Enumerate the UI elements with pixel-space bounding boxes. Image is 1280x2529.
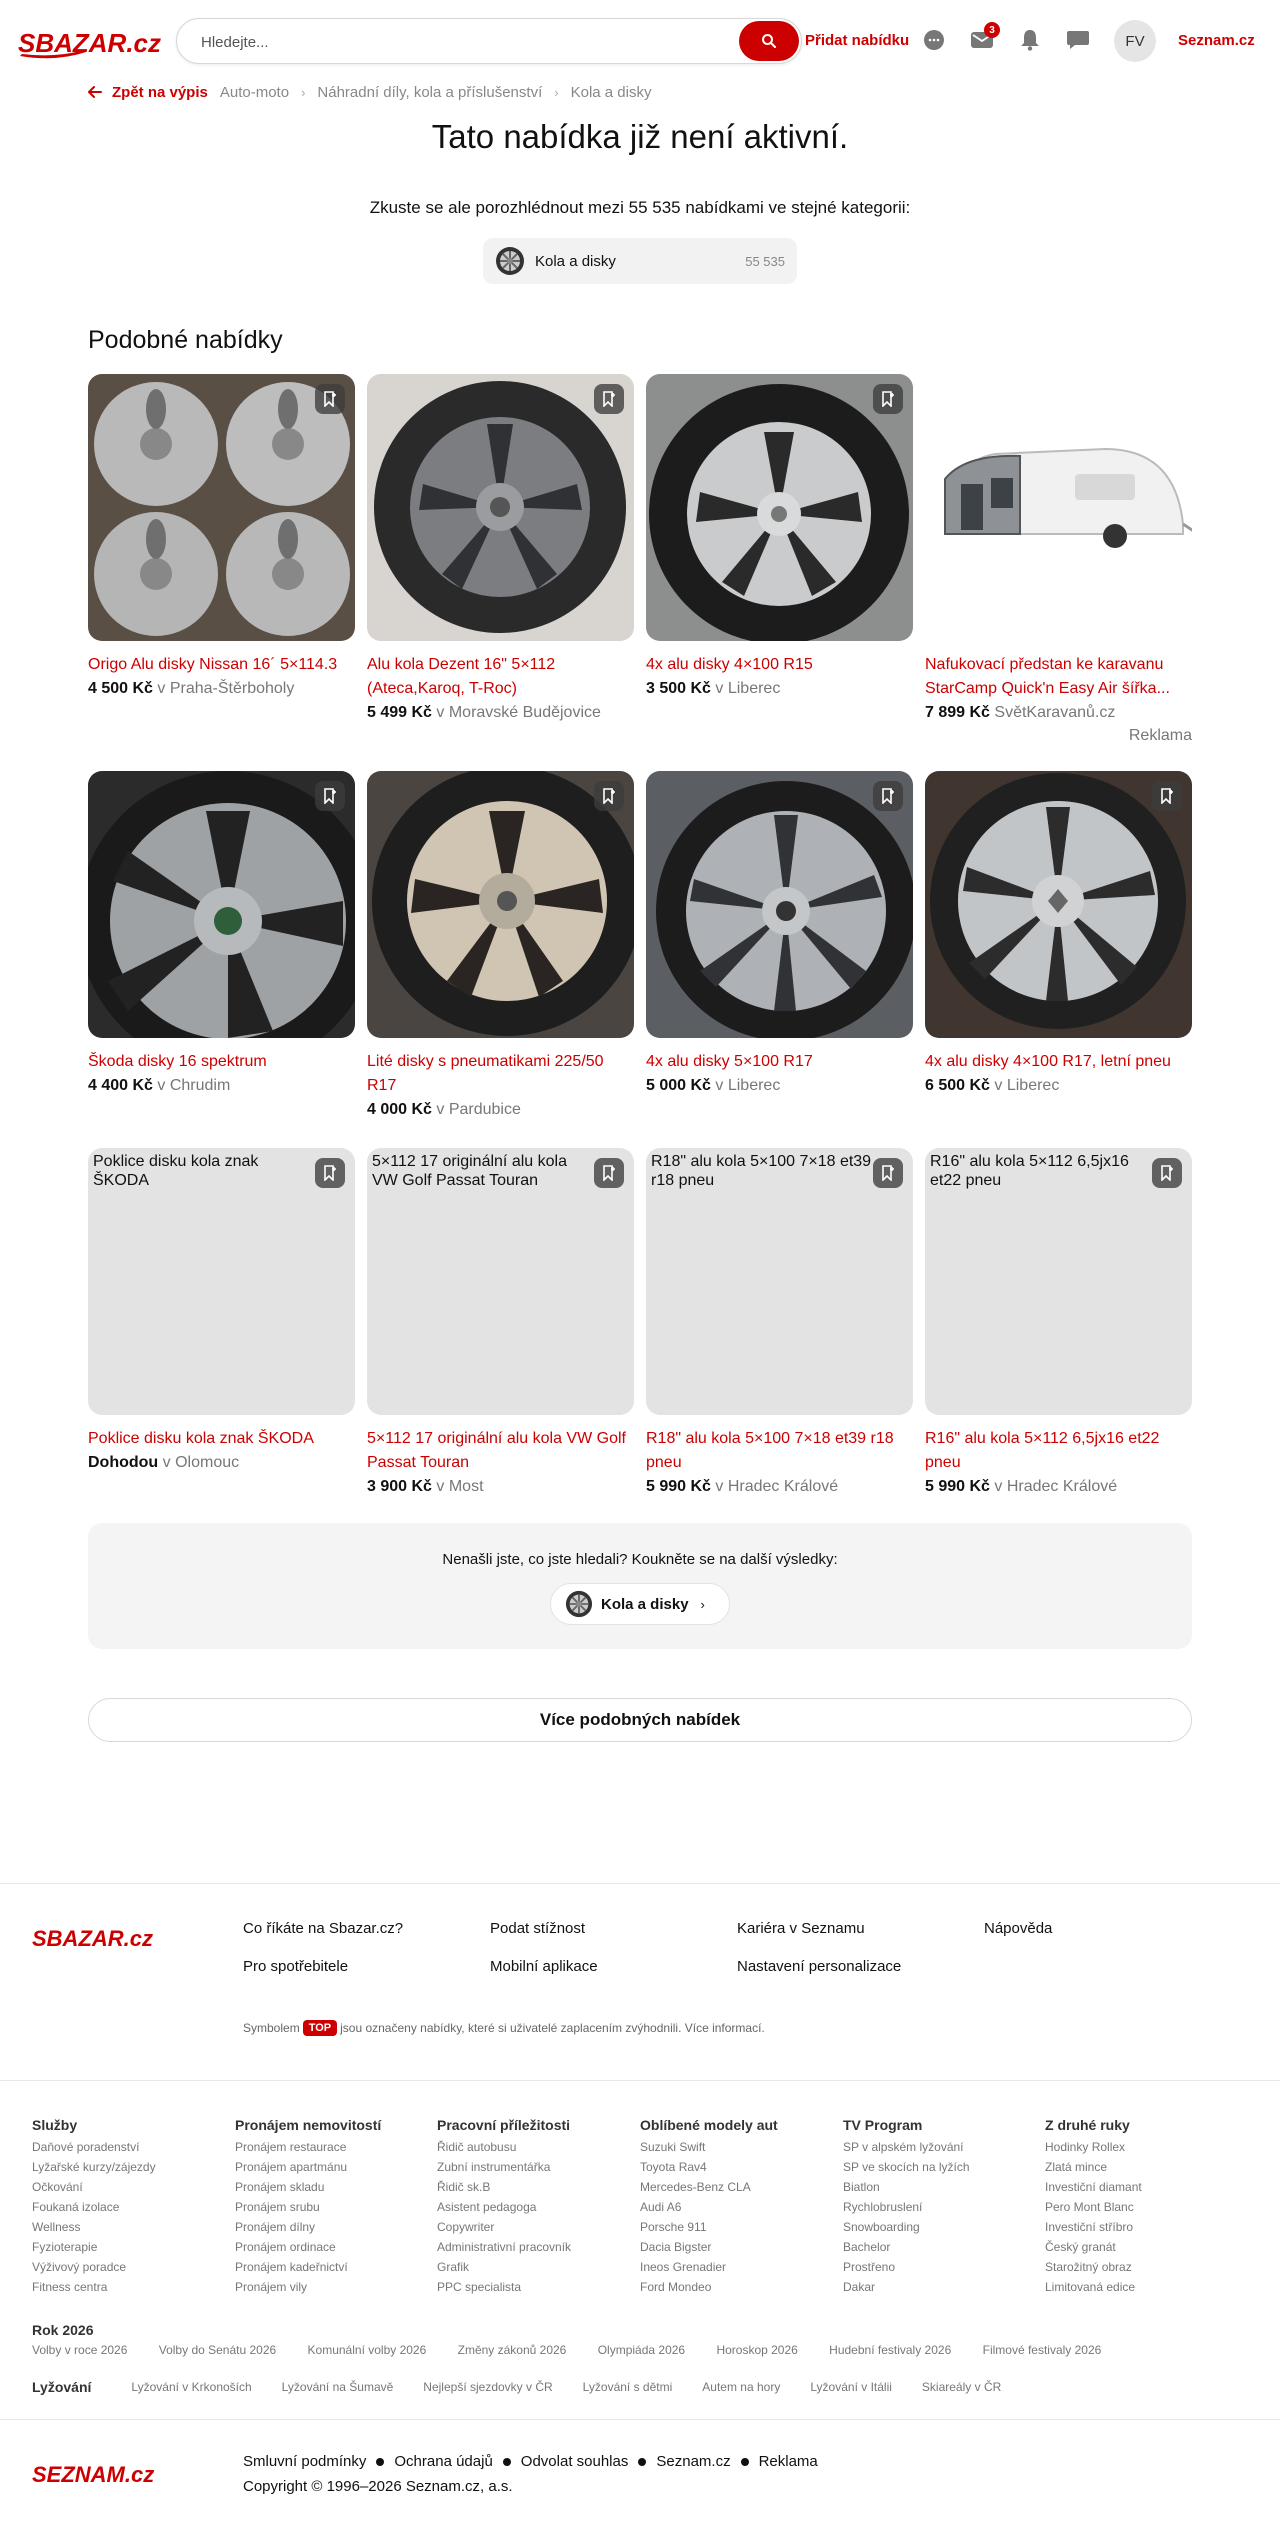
column-link[interactable]: Pronájem vily (235, 2280, 308, 2294)
footer-link-mobile-app[interactable]: Mobilní aplikace (490, 1958, 598, 1975)
privacy-link[interactable]: Ochrana údajů (394, 2453, 493, 2470)
column-link[interactable]: SP ve skocích na lyžích (843, 2160, 970, 2174)
seznam-logo-text: SEZNAM.cz (32, 2462, 155, 2487)
search-input[interactable] (201, 31, 701, 53)
chevron-right-icon: › (301, 84, 306, 100)
column-link[interactable]: Zubní instrumentářka (437, 2160, 551, 2174)
column-link[interactable]: Porsche 911 (640, 2220, 707, 2234)
offer-price: 5 499 Kč (367, 704, 432, 721)
offer-price: 4 400 Kč (88, 1077, 153, 1094)
year-link[interactable]: Komunální volby 2026 (307, 2343, 427, 2357)
column-link[interactable]: Investiční diamant (1045, 2180, 1142, 2194)
offer-price: 3 500 Kč (646, 680, 711, 697)
footer-link-feedback[interactable]: Co říkáte na Sbazar.cz? (243, 1920, 404, 1937)
user-avatar[interactable]: FV (1114, 20, 1156, 62)
ski-link[interactable]: Nejlepší sjezdovky v ČR (423, 2380, 553, 2394)
offer-image[interactable] (646, 374, 913, 641)
top-header (0, 0, 1280, 82)
offer-location: v Hradec Králové (994, 1478, 1118, 1495)
category-chip[interactable] (483, 238, 797, 284)
ski-link[interactable]: Lyžování v Itálii (810, 2380, 892, 2394)
top-badge: TOP (303, 2020, 337, 2036)
footer-column (843, 2117, 1043, 2297)
more-similar-button[interactable]: Více podobných nabídek (88, 1698, 1192, 1742)
offer-location: v Chrudim (157, 1077, 231, 1094)
bookmark-icon[interactable] (315, 781, 345, 811)
column-link[interactable]: Pronájem apartmánu (235, 2160, 348, 2174)
offer-location: v Liberec (715, 680, 781, 697)
breadcrumb-item-parts[interactable]: Náhradní díly, kola a příslušenství (317, 83, 543, 101)
separator-dot (741, 2458, 749, 2466)
separator-dot (503, 2458, 511, 2466)
legal-links (243, 2453, 818, 2470)
year-link[interactable]: Hudební festivaly 2026 (829, 2343, 952, 2357)
column-link[interactable]: Prostřeno (843, 2260, 896, 2274)
offer-location: v Pardubice (436, 1101, 521, 1118)
offer-title[interactable]: 5×112 17 originální alu kola VW Golf Passat Touran (367, 1430, 626, 1471)
search-button[interactable] (739, 21, 799, 61)
seznam-link[interactable]: Seznam.cz (1178, 32, 1255, 49)
column-link[interactable]: Snowboarding (843, 2220, 920, 2234)
add-offer-link[interactable]: Přidat nabídku (805, 32, 910, 49)
column-link[interactable]: Řidič sk.B (437, 2180, 491, 2194)
column-link[interactable]: Český granát (1045, 2240, 1116, 2254)
chevron-right-icon: › (554, 84, 559, 100)
column-link[interactable]: Dacia Bigster (640, 2240, 712, 2254)
offer-title[interactable]: Alu kola Dezent 16" 5×112 (Ateca,Karoq, T-Roc) (367, 656, 556, 697)
offer-location: v Most (436, 1478, 484, 1495)
footer-logo-text: SBAZAR.cz (32, 1926, 154, 1951)
column-link[interactable]: SP v alpském lyžování (843, 2140, 964, 2154)
offer-location: v Moravské Budějovice (436, 704, 601, 721)
offer-image-placeholder[interactable] (646, 1148, 913, 1415)
offer-card[interactable] (646, 374, 913, 701)
column-link[interactable]: Výživový poradce (32, 2260, 127, 2274)
footer-column (32, 2117, 232, 2297)
not-found-box (88, 1523, 1192, 1649)
column-link[interactable]: Starožitný obraz (1045, 2260, 1132, 2274)
bookmark-icon[interactable] (594, 384, 624, 414)
column-link[interactable]: Pronájem kadeřnictví (235, 2260, 348, 2274)
separator-dot (376, 2458, 384, 2466)
offer-card[interactable] (646, 1148, 913, 1499)
footer-link-help[interactable]: Nápověda (984, 1920, 1053, 1937)
bookmark-icon[interactable] (315, 384, 345, 414)
sbazar-footer-logo[interactable] (30, 1922, 200, 1954)
sbazar-logo[interactable] (16, 22, 176, 62)
offer-image[interactable] (88, 374, 355, 641)
offer-title[interactable]: Origo Alu disky Nissan 16´ 5×114.3 (88, 656, 338, 673)
column-heading[interactable]: Oblíbené modely aut (640, 2117, 778, 2133)
column-link[interactable]: Pronájem dílny (235, 2220, 316, 2234)
offer-title[interactable]: 4x alu disky 4×100 R17, letní pneu (925, 1053, 1171, 1070)
offer-image[interactable] (367, 374, 634, 641)
column-link[interactable]: Dakar (843, 2280, 876, 2294)
category-pill-button[interactable] (550, 1583, 730, 1625)
offer-card[interactable] (88, 374, 355, 701)
column-link[interactable]: Administrativní pracovník (437, 2240, 572, 2254)
column-link[interactable]: PPC specialista (437, 2280, 522, 2294)
breadcrumb (88, 82, 651, 102)
footer-column (437, 2117, 637, 2297)
bookmark-icon[interactable] (873, 781, 903, 811)
offer-card[interactable] (646, 771, 913, 1098)
offer-card[interactable] (367, 1148, 634, 1499)
footer-link-personalization[interactable]: Nastavení personalizace (737, 1958, 902, 1975)
bookmark-icon[interactable] (1152, 1158, 1182, 1188)
offer-title[interactable]: Poklice disku kola znak ŠKODA (88, 1430, 314, 1447)
column-link[interactable]: Limitovaná edice (1045, 2280, 1136, 2294)
offer-title[interactable]: 4x alu disky 5×100 R17 (646, 1053, 813, 1070)
year-link[interactable]: Volby do Senátu 2026 (158, 2343, 277, 2357)
column-heading[interactable]: TV Program (843, 2117, 923, 2133)
column-link[interactable]: Fyzioterapie (32, 2240, 98, 2254)
wheel-icon (495, 246, 525, 276)
column-link[interactable]: Foukaná izolace (32, 2200, 120, 2214)
similar-offers-title: Podobné nabídky (88, 326, 283, 354)
category-count: 55 535 (745, 253, 785, 269)
footer-column (1045, 2117, 1245, 2297)
footer-top (0, 1883, 1280, 2083)
ad-label: Reklama (1128, 727, 1192, 744)
year-link[interactable]: Horoskop 2026 (716, 2343, 798, 2357)
bookmark-icon[interactable] (873, 1158, 903, 1188)
footer-link-consumers[interactable]: Pro spotřebitele (243, 1958, 349, 1975)
offer-title[interactable]: Škoda disky 16 spektrum (88, 1053, 267, 1070)
column-link[interactable]: Řidič autobusu (437, 2140, 517, 2154)
top-note-prefix: Symbolem (243, 2021, 300, 2035)
column-link[interactable]: Copywriter (437, 2220, 495, 2234)
ski-link[interactable]: Lyžování s dětmi (582, 2380, 673, 2394)
revoke-consent-link[interactable]: Odvolat souhlas (520, 2453, 629, 2470)
bookmark-icon[interactable] (594, 781, 624, 811)
messages-icon[interactable] (1066, 28, 1090, 52)
column-heading[interactable]: Služby (32, 2117, 78, 2133)
column-link[interactable]: Rychlobruslení (843, 2200, 923, 2214)
seznam-logo[interactable] (30, 2458, 180, 2492)
ad-card[interactable] (925, 374, 1192, 745)
year-link[interactable]: Změny zákonů 2026 (457, 2343, 567, 2357)
footer-link-complaint[interactable]: Podat stížnost (490, 1920, 586, 1937)
bookmark-icon[interactable] (1152, 781, 1182, 811)
year-link[interactable]: Filmové festivaly 2026 (982, 2343, 1102, 2357)
copyright: Copyright © 1996–2026 Seznam.cz, a.s. (243, 2478, 513, 2495)
offer-title[interactable]: 4x alu disky 4×100 R15 (646, 656, 813, 673)
image-alt-text: Poklice disku kola znak ŠKODA (93, 1153, 259, 1189)
column-heading[interactable]: Pronájem nemovitostí (235, 2117, 382, 2133)
bookmark-icon[interactable] (594, 1158, 624, 1188)
offer-image[interactable] (925, 374, 1192, 641)
offer-price: 5 990 Kč (925, 1478, 990, 1495)
top-note (243, 2020, 765, 2036)
column-link[interactable]: Zlatá mince (1045, 2160, 1108, 2174)
offer-price: 5 000 Kč (646, 1077, 711, 1094)
column-link[interactable]: Asistent pedagoga (437, 2200, 537, 2214)
offer-title[interactable]: Nafukovací předstan ke karavanu StarCamp Quick'n Easy Air šířka... (925, 656, 1170, 697)
image-alt-text: R16" alu kola 5×112 6,5jx16 et22 pneu (930, 1153, 1129, 1189)
column-link[interactable]: Daňové poradenství (32, 2140, 140, 2154)
column-link[interactable]: Lyžařské kurzy/zájezdy (32, 2160, 156, 2174)
year-links (32, 2343, 1129, 2357)
offer-image-placeholder[interactable] (925, 1148, 1192, 1415)
search-icon (761, 33, 777, 49)
offer-title[interactable]: Lité disky s pneumatikami 225/50 R17 (367, 1053, 604, 1094)
offer-card[interactable] (88, 771, 355, 1098)
breadcrumb-item-wheels[interactable]: Kola a disky (570, 83, 652, 101)
column-link[interactable]: Pronájem srubu (235, 2200, 320, 2214)
image-alt-text: R18" alu kola 5×100 7×18 et39 r18 pneu (651, 1153, 872, 1189)
column-link[interactable]: Mercedes-Benz CLA (640, 2180, 751, 2194)
ski-links (32, 2379, 1031, 2395)
column-link[interactable]: Pronájem ordinace (235, 2240, 336, 2254)
column-link[interactable]: Pronájem skladu (235, 2180, 325, 2194)
column-link[interactable]: Toyota Rav4 (640, 2160, 707, 2174)
inactive-title: Tato nabídka již není aktivní. (431, 118, 849, 155)
mail-badge: 3 (984, 22, 1000, 38)
ski-link[interactable]: Lyžování na Šumavě (281, 2380, 394, 2394)
ski-link[interactable]: Autem na hory (702, 2380, 781, 2394)
offer-price: 4 500 Kč (88, 680, 153, 697)
separator-dot (638, 2458, 646, 2466)
offer-location: v Praha-Štěrboholy (157, 680, 295, 697)
column-heading[interactable]: Z druhé ruky (1045, 2117, 1130, 2133)
offer-location: v Liberec (994, 1077, 1060, 1094)
column-link[interactable]: Ford Mondeo (640, 2280, 712, 2294)
breadcrumb-item-auto-moto[interactable]: Auto-moto (219, 83, 290, 101)
chat-bubble-icon[interactable] (922, 28, 946, 52)
column-link[interactable]: Pronájem restaurace (235, 2140, 347, 2154)
category-name: Kola a disky (535, 252, 616, 270)
ski-heading[interactable]: Lyžování (32, 2379, 92, 2395)
ski-link[interactable]: Lyžování v Krkonoších (131, 2380, 252, 2394)
seznam-home-link[interactable]: Seznam.cz (656, 2453, 731, 2470)
bell-icon[interactable] (1018, 28, 1042, 52)
year-link[interactable]: Volby v roce 2026 (32, 2343, 128, 2357)
offer-price: 3 900 Kč (367, 1478, 432, 1495)
pill-label: Kola a disky (601, 1595, 689, 1613)
mail-icon[interactable] (970, 24, 995, 52)
offer-title[interactable]: R16" alu kola 5×112 6,5jx16 et22 pneu (925, 1430, 1160, 1471)
year-link[interactable]: Olympiáda 2026 (597, 2343, 686, 2357)
search-box (176, 18, 802, 64)
offer-price: 6 500 Kč (925, 1077, 990, 1094)
chevron-right-icon: › (700, 1596, 705, 1612)
offer-price: 7 899 Kč (925, 704, 990, 721)
ski-link[interactable]: Skiareály v ČR (921, 2380, 1002, 2394)
column-link[interactable]: Hodinky Rollex (1045, 2140, 1126, 2154)
offer-card[interactable] (925, 771, 1192, 1098)
offer-price: 4 000 Kč (367, 1101, 432, 1118)
footer-column (235, 2117, 435, 2297)
column-link[interactable]: Grafik (437, 2260, 470, 2274)
offer-image[interactable] (925, 771, 1192, 1038)
footer-bottom (0, 2419, 1280, 2529)
column-link[interactable]: Pero Mont Blanc (1045, 2200, 1134, 2214)
column-link[interactable]: Fitness centra (32, 2280, 108, 2294)
year-heading[interactable]: Rok 2026 (32, 2322, 94, 2338)
offer-seller: SvětKaravanů.cz (994, 704, 1116, 721)
footer-column (640, 2117, 840, 2297)
offer-image-placeholder[interactable] (367, 1148, 634, 1415)
offer-price: Dohodou (88, 1454, 159, 1471)
bookmark-icon[interactable] (873, 384, 903, 414)
not-found-text: Nenašli jste, co jste hledali? Koukněte se na další výsledky: (442, 1551, 838, 1568)
column-link[interactable]: Biatlon (843, 2180, 880, 2194)
offer-image[interactable] (646, 771, 913, 1038)
terms-link[interactable]: Smluvní podmínky (243, 2453, 367, 2470)
offer-image-placeholder[interactable] (88, 1148, 355, 1415)
offer-card[interactable] (88, 1148, 355, 1475)
offer-image[interactable] (88, 771, 355, 1038)
offer-title[interactable]: R18" alu kola 5×100 7×18 et39 r18 pneu (646, 1430, 894, 1471)
column-link[interactable]: Investiční stříbro (1045, 2220, 1134, 2234)
offer-card[interactable] (367, 771, 634, 1122)
top-note-text[interactable]: jsou označeny nabídky, které si uživatelé zaplacením zvýhodnili. Více informací. (340, 2021, 765, 2035)
back-label: Zpět na výpis (112, 83, 208, 101)
back-to-list-link[interactable] (88, 84, 208, 101)
bookmark-icon[interactable] (315, 1158, 345, 1188)
column-link[interactable]: Suzuki Swift (640, 2140, 706, 2154)
arrow-left-icon (88, 86, 102, 98)
column-link[interactable]: Wellness (32, 2220, 81, 2234)
offer-location: v Olomouc (162, 1454, 240, 1471)
column-link[interactable]: Ineos Grenadier (640, 2260, 727, 2274)
image-alt-text: 5×112 17 originální alu kola VW Golf Passat Touran (372, 1153, 567, 1189)
offer-location: v Liberec (715, 1077, 781, 1094)
inactive-subtitle: Zkuste se ale porozhlédnout mezi 55 535 nabídkami ve stejné kategorii: (369, 198, 911, 217)
offer-card[interactable] (925, 1148, 1192, 1499)
column-link[interactable]: Očkování (32, 2180, 83, 2194)
logo-text: SBAZAR.cz (18, 28, 162, 58)
column-heading[interactable]: Pracovní příležitosti (437, 2117, 571, 2133)
footer-link-career[interactable]: Kariéra v Seznamu (737, 1920, 865, 1937)
offer-card[interactable] (367, 374, 634, 725)
offer-location: v Hradec Králové (715, 1478, 839, 1495)
offer-price: 5 990 Kč (646, 1478, 711, 1495)
column-link[interactable]: Bachelor (843, 2240, 891, 2254)
column-link[interactable]: Audi A6 (640, 2200, 682, 2214)
offer-image[interactable] (367, 771, 634, 1038)
wheel-icon (565, 1590, 593, 1618)
advertising-link[interactable]: Reklama (758, 2453, 818, 2470)
footer-directory (0, 2080, 1280, 2420)
